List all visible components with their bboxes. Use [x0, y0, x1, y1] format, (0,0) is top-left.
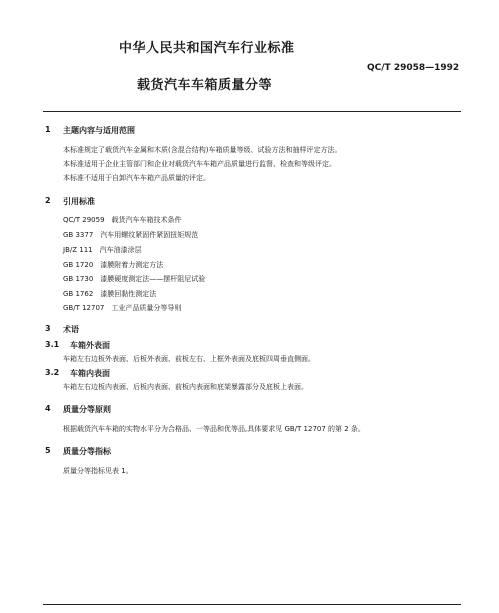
standard-category-title: 中华人民共和国汽车行业标准: [119, 41, 295, 56]
section-4-number: 4: [45, 404, 51, 413]
section-5-text: 质量分等指标见表 1。: [63, 467, 133, 475]
document-title: 载货汽车车箱质量分等: [137, 78, 273, 93]
section-1-line-3: 本标准不适用于自卸汽车车箱产品质量的评定。: [63, 174, 210, 182]
reference-item: GB 3377 汽车用螺纹紧固件紧固扭矩规范: [63, 231, 199, 239]
section-3-1-title: 车箱外表面: [70, 341, 110, 350]
bottom-divider: [43, 604, 461, 605]
section-3-2-text: 车箱左右边板内表面、后板内表面、前板内表面和底架暴露部分及底板上表面。: [63, 383, 308, 391]
section-5-title: 质量分等指标: [63, 447, 111, 456]
section-3-2-number: 3.2: [45, 368, 60, 377]
reference-item: GB 1762 漆膜回黏性测定法: [63, 290, 157, 298]
reference-item: QC/T 29059 载货汽车车箱技术条件: [63, 216, 182, 224]
reference-item: GB/T 12707 工业产品质量分等导则: [63, 304, 182, 312]
section-1-line-1: 本标准规定了载货汽车金属和木质(含混合结构)车箱质量等级、试验方法和抽样评定方法。: [63, 146, 342, 154]
reference-item: GB 1720 漆膜附着力测定方法: [63, 261, 164, 269]
section-3-1-text: 车箱左右边板外表面、后板外表面、前板左右、上框外表面及底板四周垂直侧面。: [63, 355, 315, 363]
section-3-1-number: 3.1: [45, 340, 60, 349]
section-2-number: 2: [45, 196, 51, 205]
section-5-number: 5: [45, 446, 51, 455]
section-3-title: 术语: [63, 325, 79, 334]
reference-item: GB 1730 漆膜硬度测定法——摆杆阻尼试验: [63, 275, 206, 283]
top-divider: [43, 111, 461, 112]
section-1-title: 主题内容与适用范围: [63, 126, 135, 135]
section-4-title: 质量分等原则: [63, 405, 111, 414]
section-3-number: 3: [45, 324, 51, 333]
section-4-text: 根据载货汽车车箱的实物水平分为合格品、一等品和优等品,具体要求见 GB/T 12707 的第 2 条。: [63, 425, 365, 433]
section-1-line-2: 本标准适用于企业主管部门和企业对载货汽车车箱产品质量进行监督、检查和等级评定。: [63, 160, 336, 168]
standard-number: QC/T 29058—1992: [367, 63, 460, 73]
section-1-number: 1: [45, 125, 51, 134]
section-2-title: 引用标准: [63, 197, 95, 206]
reference-item: JB/Z 111 汽车油漆涂层: [63, 246, 142, 254]
section-3-2-title: 车箱内表面: [70, 369, 110, 378]
